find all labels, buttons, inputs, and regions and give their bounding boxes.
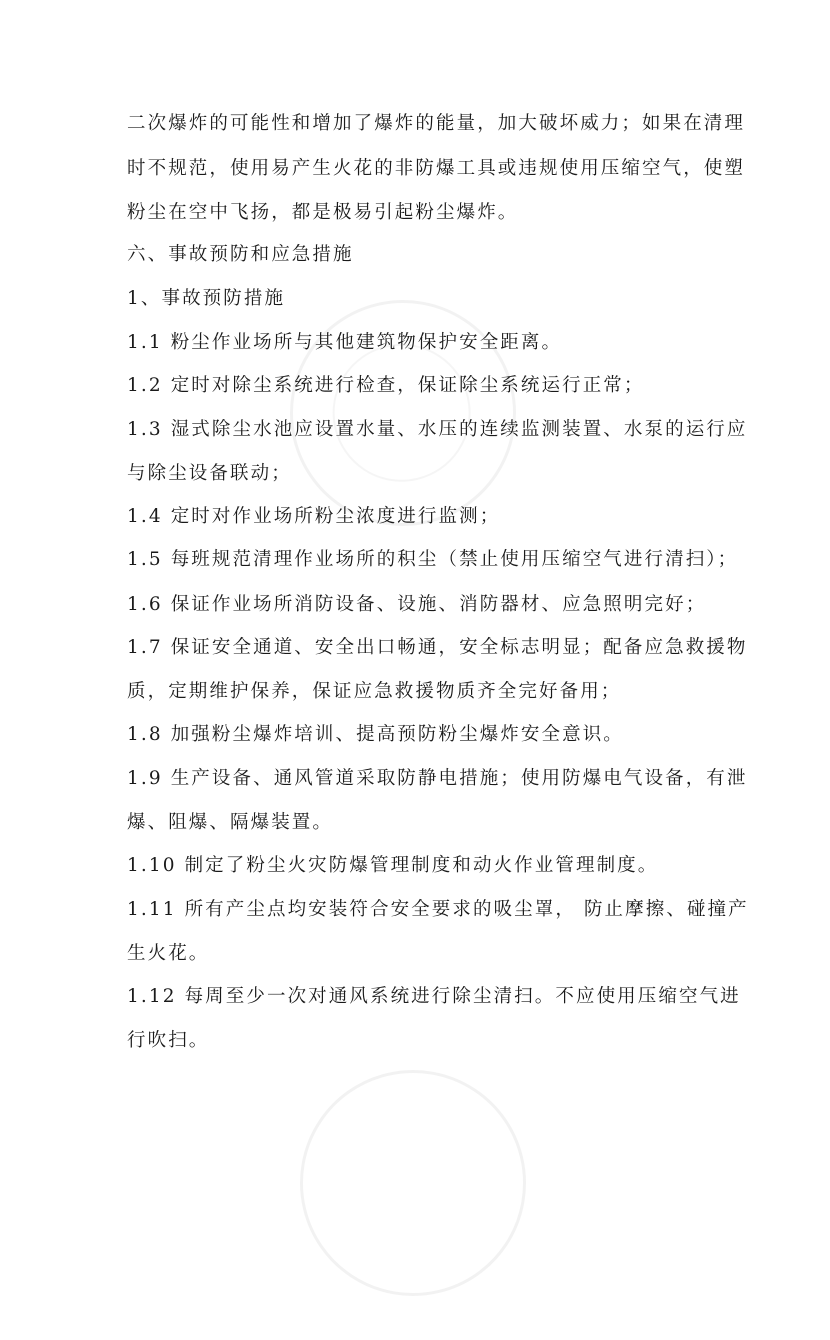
section-heading: 六、事故预防和应急措施	[127, 244, 354, 265]
paragraph-line: 二次爆炸的可能性和增加了爆炸的能量，加大破坏威力；如果在清理	[127, 113, 746, 134]
subsection-heading: 1、事故预防措施	[127, 288, 286, 309]
watermark-seal-icon	[256, 1026, 571, 1340]
list-item: 1.2 定时对除尘系统进行检查，保证除尘系统运行正常；	[127, 375, 645, 396]
list-item: 1.6 保证作业场所消防设备、设施、消防器材、应急照明完好；	[127, 594, 707, 615]
list-item: 1.4 定时对作业场所粉尘浓度进行监测；	[127, 506, 501, 527]
list-item-continuation: 爆、阻爆、隔爆装置。	[127, 812, 334, 833]
paragraph-line: 粉尘在空中飞扬，都是极易引起粉尘爆炸。	[127, 202, 519, 223]
paragraph-line: 时不规范，使用易产生火花的非防爆工具或违规使用压缩空气，使塑	[127, 158, 746, 179]
list-item-continuation: 与除尘设备联动；	[127, 463, 292, 484]
list-item-continuation: 行吹扫。	[127, 1030, 210, 1051]
list-item: 1.8 加强粉尘爆炸培训、提高预防粉尘爆炸安全意识。	[127, 724, 624, 745]
list-item: 1.1 粉尘作业场所与其他建筑物保护安全距离。	[127, 332, 563, 353]
list-item: 1.9 生产设备、通风管道采取防静电措施；使用防爆电气设备，有泄	[127, 768, 748, 789]
list-item: 1.11 所有产尘点均安装符合安全要求的吸尘罩， 防止摩擦、碰撞产	[127, 899, 749, 920]
list-item: 1.10 制定了粉尘火灾防爆管理制度和动火作业管理制度。	[127, 855, 659, 876]
list-item: 1.12 每周至少一次对通风系统进行除尘清扫。不应使用压缩空气进	[127, 986, 741, 1007]
list-item-continuation: 质，定期维护保养，保证应急救援物质齐全完好备用；	[127, 681, 622, 702]
list-item: 1.5 每班规范清理作业场所的积尘（禁止使用压缩空气进行清扫）；	[127, 549, 739, 570]
list-item-continuation: 生火花。	[127, 943, 210, 964]
list-item: 1.3 湿式除尘水池应设置水量、水压的连续监测装置、水泵的运行应	[127, 419, 748, 440]
list-item: 1.7 保证安全通道、安全出口畅通，安全标志明显；配备应急救援物	[127, 637, 748, 658]
